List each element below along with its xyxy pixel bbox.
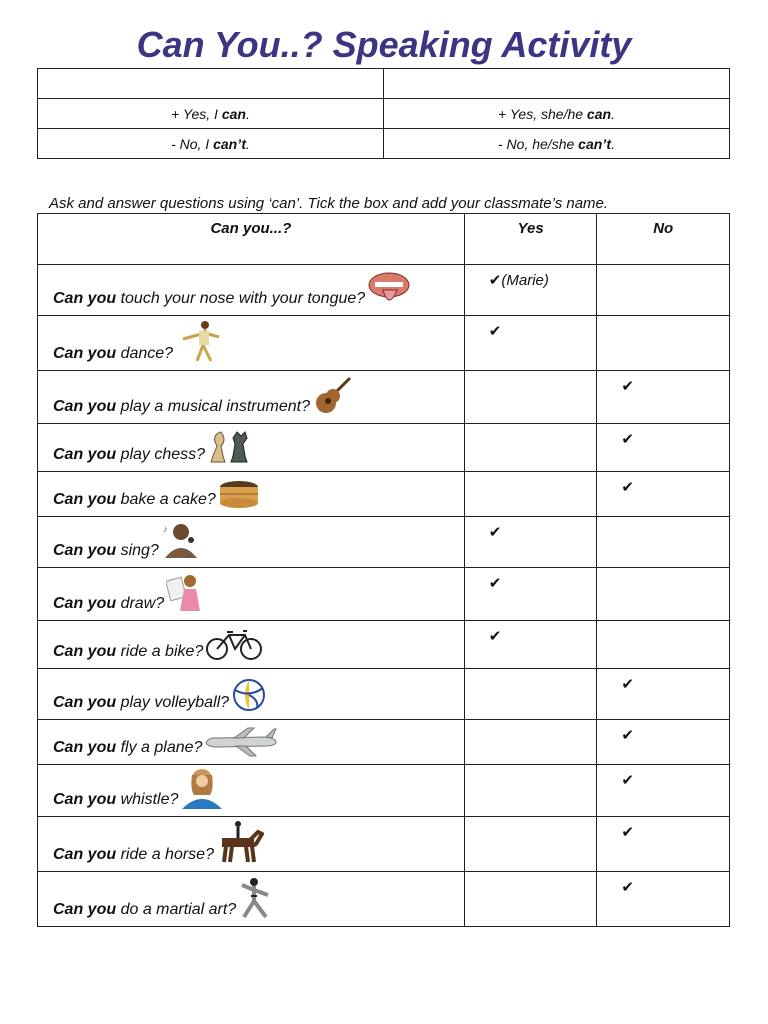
svg-text:♪: ♪ (162, 524, 168, 534)
instructions: Ask and answer questions using ‘can’. Tick the box and add your classmate’s name. (49, 195, 609, 212)
yes-cell[interactable] (464, 568, 597, 621)
guitar-icon (310, 398, 354, 415)
yes-cell[interactable] (464, 265, 597, 316)
tick-mark (489, 322, 502, 340)
no-cell[interactable] (597, 517, 730, 568)
question-lead: Can you (53, 901, 117, 918)
check-icon: ✔ (488, 272, 502, 289)
tick-mark (489, 271, 549, 289)
singer-icon (159, 524, 201, 559)
question-cell (38, 316, 465, 371)
question-lead: Can you (53, 345, 117, 362)
check-icon: ✔ (621, 879, 634, 896)
yes-cell[interactable] (464, 765, 597, 817)
question-lead: Can you (53, 846, 117, 863)
grammar-punct: . (611, 105, 615, 122)
yes-cell[interactable] (464, 371, 597, 424)
no-cell[interactable] (597, 765, 730, 817)
grammar-cell (383, 99, 729, 129)
check-icon: ✔ (621, 772, 634, 789)
yes-cell[interactable] (464, 517, 597, 568)
question-lead: Can you (53, 739, 117, 756)
tick-mark (621, 478, 634, 496)
no-cell[interactable] (597, 568, 730, 621)
tick-mark (489, 523, 502, 541)
question-cell (38, 265, 465, 316)
no-cell[interactable] (597, 316, 730, 371)
check-icon: ✔ (621, 824, 634, 841)
yes-cell[interactable] (464, 621, 597, 669)
no-cell[interactable] (597, 720, 730, 765)
table-row (38, 316, 730, 371)
grammar-punct: . (246, 135, 250, 152)
check-icon: ✔ (621, 378, 634, 395)
table-row (38, 720, 730, 765)
tick-mark (621, 771, 634, 789)
no-cell[interactable] (597, 872, 730, 927)
question-text: dance? (116, 345, 174, 362)
table-row (38, 371, 730, 424)
grammar-cell (38, 129, 384, 159)
table-row (38, 472, 730, 517)
grammar-cell (383, 69, 729, 99)
no-cell[interactable] (597, 265, 730, 316)
grammar-cell (383, 129, 729, 159)
question-text: fly a plane? (116, 739, 203, 756)
no-cell[interactable] (597, 424, 730, 472)
question-lead: Can you (53, 398, 117, 415)
question-text: ride a bike? (116, 643, 204, 660)
question-lead: Can you (53, 491, 117, 508)
yes-cell[interactable] (464, 424, 597, 472)
cake-icon (216, 491, 260, 508)
check-icon: ✔ (488, 524, 502, 541)
question-lead: Can you (53, 542, 117, 559)
table-row (38, 765, 730, 817)
question-cell (38, 669, 465, 720)
question-text: touch your nose with your tongue? (116, 290, 366, 307)
question-lead: Can you (53, 791, 117, 808)
question-cell (38, 621, 465, 669)
header-question: Can you...? (38, 214, 465, 265)
tick-mark (621, 377, 634, 395)
tick-mark (621, 823, 634, 841)
table-row (38, 424, 730, 472)
page-title: Can You..? Speaking Activity (136, 24, 632, 65)
check-icon: ✔ (488, 628, 502, 645)
question-cell (38, 568, 465, 621)
tick-mark (621, 878, 634, 896)
tick-mark (621, 726, 634, 744)
question-lead: Can you (53, 595, 117, 612)
yes-cell[interactable] (464, 720, 597, 765)
yes-cell[interactable] (464, 817, 597, 872)
table-row (38, 621, 730, 669)
yes-cell[interactable] (464, 872, 597, 927)
volleyball-icon (229, 694, 267, 711)
question-cell (38, 424, 465, 472)
tongue-icon (365, 290, 411, 307)
chess-icon (205, 446, 249, 463)
grammar-modal: can (221, 105, 246, 122)
grammar-punct: . (245, 105, 250, 122)
grammar-punct: . (611, 135, 615, 152)
grammar-cell (38, 69, 384, 99)
check-icon: ✔ (621, 431, 634, 448)
no-cell[interactable] (597, 472, 730, 517)
grammar-cell (38, 99, 384, 129)
check-icon: ✔ (621, 479, 634, 496)
question-cell (38, 817, 465, 872)
header-row (38, 214, 730, 265)
question-text: draw? (116, 595, 165, 612)
grammar-row (38, 69, 730, 99)
horse-icon (214, 846, 264, 863)
grammar-text: + Yes, she/he (498, 105, 587, 122)
question-text: ride a horse? (116, 846, 214, 863)
question-text: bake a cake? (116, 491, 216, 508)
no-cell[interactable] (597, 371, 730, 424)
question-cell (38, 720, 465, 765)
plane-icon (202, 739, 278, 756)
header-yes: Yes (464, 214, 597, 265)
question-lead: Can you (53, 694, 117, 711)
no-cell[interactable] (597, 621, 730, 669)
grammar-modal: can’t (213, 135, 247, 152)
grammar-row (38, 129, 730, 159)
grammar-modal: can’t (578, 135, 612, 152)
grammar-table (37, 68, 730, 159)
question-lead: Can you (53, 446, 117, 463)
tick-mark (621, 675, 634, 693)
question-text: sing? (116, 542, 159, 559)
no-cell[interactable] (597, 669, 730, 720)
check-icon: ✔ (621, 727, 634, 744)
bicycle-icon (203, 643, 263, 660)
question-lead: Can you (53, 290, 117, 307)
activity-table (37, 213, 730, 927)
question-text: play volleyball? (116, 694, 230, 711)
check-icon: ✔ (488, 323, 502, 340)
question-text: play chess? (116, 446, 206, 463)
question-cell (38, 472, 465, 517)
table-row (38, 265, 730, 316)
table-row (38, 669, 730, 720)
table-row (38, 568, 730, 621)
table-row (38, 517, 730, 568)
table-row (38, 872, 730, 927)
header-no: No (597, 214, 730, 265)
tick-mark (489, 574, 502, 592)
whistle-icon (178, 791, 224, 808)
check-icon: ✔ (621, 676, 634, 693)
check-icon: ✔ (488, 575, 502, 592)
grammar-modal: can (586, 105, 612, 122)
dancer-icon (173, 345, 223, 362)
tick-mark (621, 430, 634, 448)
yes-cell[interactable] (464, 669, 597, 720)
question-lead: Can you (53, 643, 117, 660)
question-cell (38, 371, 465, 424)
question-text: do a martial art? (116, 901, 237, 918)
question-cell (38, 517, 465, 568)
drawing-icon (164, 595, 202, 612)
no-cell[interactable] (597, 817, 730, 872)
yes-cell[interactable] (464, 472, 597, 517)
question-cell (38, 765, 465, 817)
grammar-text: - No, he/she (498, 135, 579, 152)
grammar-row (38, 99, 730, 129)
yes-cell[interactable] (464, 316, 597, 371)
martial-art-icon (236, 901, 272, 918)
table-row (38, 817, 730, 872)
question-text: play a musical instrument? (116, 398, 310, 415)
grammar-text: + Yes, I (171, 105, 222, 122)
grammar-text: - No, I (171, 135, 214, 152)
question-text: whistle? (116, 791, 179, 808)
tick-mark (489, 627, 502, 645)
question-cell (38, 872, 465, 927)
classmate-name: (Marie) (501, 272, 549, 289)
